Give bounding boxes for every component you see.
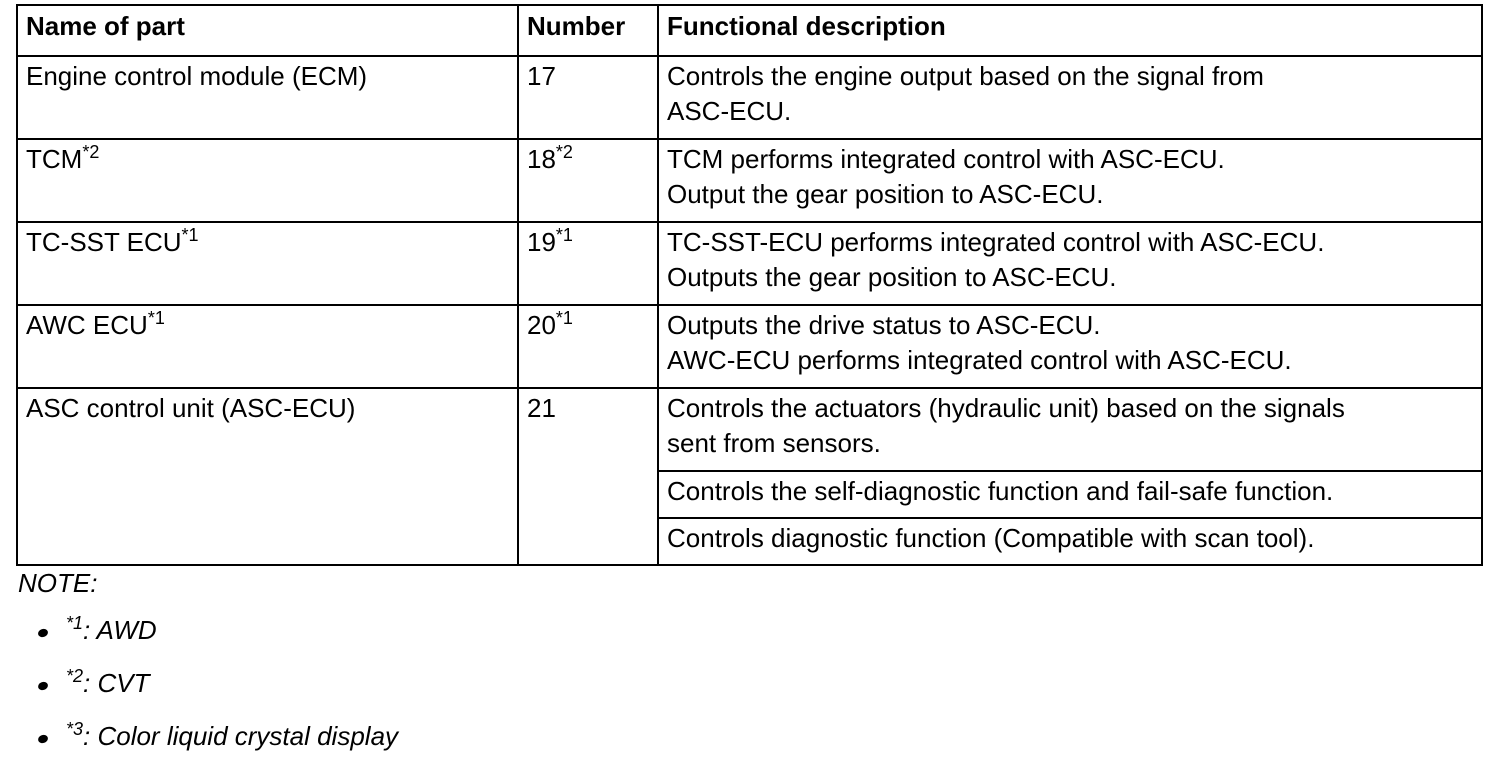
part-name-cell bbox=[17, 56, 518, 139]
part-description-cell bbox=[658, 139, 1482, 222]
part-description-cell bbox=[658, 471, 1482, 518]
table-header-row bbox=[17, 5, 1482, 56]
footnote-marker: *1 bbox=[181, 225, 199, 246]
footnote-marker: *1 bbox=[66, 613, 84, 634]
description-line: Controls the self-diagnostic function and fail-safe function. bbox=[667, 476, 1334, 506]
part-name: TCM bbox=[26, 144, 83, 174]
parts-table bbox=[16, 4, 1483, 566]
note-item bbox=[18, 665, 398, 718]
table-row bbox=[17, 56, 1482, 139]
footnote-marker: *1 bbox=[555, 308, 573, 329]
table-row bbox=[17, 222, 1482, 305]
bullet-icon bbox=[37, 734, 49, 745]
part-name: TC-SST ECU bbox=[26, 227, 182, 257]
footnote-marker: *2 bbox=[555, 142, 573, 163]
description-line: Output the gear position to ASC-ECU. bbox=[667, 179, 1104, 209]
part-description-cell bbox=[658, 518, 1482, 565]
part-description-cell bbox=[658, 56, 1482, 139]
note-text: : AWD bbox=[83, 615, 157, 645]
part-name-cell bbox=[17, 139, 518, 222]
description-line: Outputs the drive status to ASC-ECU. bbox=[667, 310, 1101, 340]
description-line: Outputs the gear position to ASC-ECU. bbox=[667, 262, 1117, 292]
table-row bbox=[17, 305, 1482, 388]
footnote-marker: *3 bbox=[66, 719, 84, 740]
description-line: Controls diagnostic function (Compatible with scan tool). bbox=[667, 523, 1315, 553]
part-number-cell bbox=[518, 222, 658, 305]
part-number-cell bbox=[518, 56, 658, 139]
column-header-description: Functional description bbox=[658, 5, 1482, 56]
description-line: TCM performs integrated control with ASC-ECU. bbox=[667, 144, 1225, 174]
part-name: AWC ECU bbox=[26, 310, 148, 340]
part-number-cell bbox=[518, 305, 658, 388]
description-line: Controls the actuators (hydraulic unit) based on the signals bbox=[667, 393, 1345, 423]
note-list bbox=[18, 612, 398, 771]
note-item bbox=[18, 718, 398, 771]
part-name-cell bbox=[17, 222, 518, 305]
part-number: 21 bbox=[527, 393, 556, 423]
part-number: 19 bbox=[527, 227, 556, 257]
part-name-cell bbox=[17, 305, 518, 388]
bullet-icon bbox=[37, 628, 49, 639]
footnote-marker: *2 bbox=[66, 666, 84, 687]
part-number: 18 bbox=[527, 144, 556, 174]
column-header-number: Number bbox=[518, 5, 658, 56]
description-line: TC-SST-ECU performs integrated control with ASC-ECU. bbox=[667, 227, 1325, 257]
note-text: : Color liquid crystal display bbox=[83, 721, 399, 751]
column-header-name: Name of part bbox=[17, 5, 518, 56]
part-name: ASC control unit (ASC-ECU) bbox=[26, 393, 356, 423]
part-number-cell bbox=[518, 139, 658, 222]
footnote-marker: *1 bbox=[147, 308, 165, 329]
part-description-cell bbox=[658, 222, 1482, 305]
part-description-cell bbox=[658, 388, 1482, 471]
part-description-cell bbox=[658, 305, 1482, 388]
note-item bbox=[18, 612, 398, 665]
part-number: 20 bbox=[527, 310, 556, 340]
table-row bbox=[17, 139, 1482, 222]
footnote-marker: *1 bbox=[555, 225, 573, 246]
part-name-cell bbox=[17, 388, 518, 565]
part-number: 17 bbox=[527, 61, 556, 91]
description-line: ASC-ECU. bbox=[667, 96, 792, 126]
footnote-marker: *2 bbox=[82, 142, 100, 163]
table-row bbox=[17, 388, 1482, 471]
description-line: AWC-ECU performs integrated control with ASC-ECU. bbox=[667, 345, 1292, 375]
part-number-cell bbox=[518, 388, 658, 565]
description-line: sent from sensors. bbox=[667, 428, 881, 458]
part-name: Engine control module (ECM) bbox=[26, 61, 368, 91]
note-title: NOTE: bbox=[18, 568, 98, 598]
note-text: : CVT bbox=[83, 668, 150, 698]
description-line: Controls the engine output based on the signal from bbox=[667, 61, 1264, 91]
bullet-icon bbox=[37, 681, 49, 692]
